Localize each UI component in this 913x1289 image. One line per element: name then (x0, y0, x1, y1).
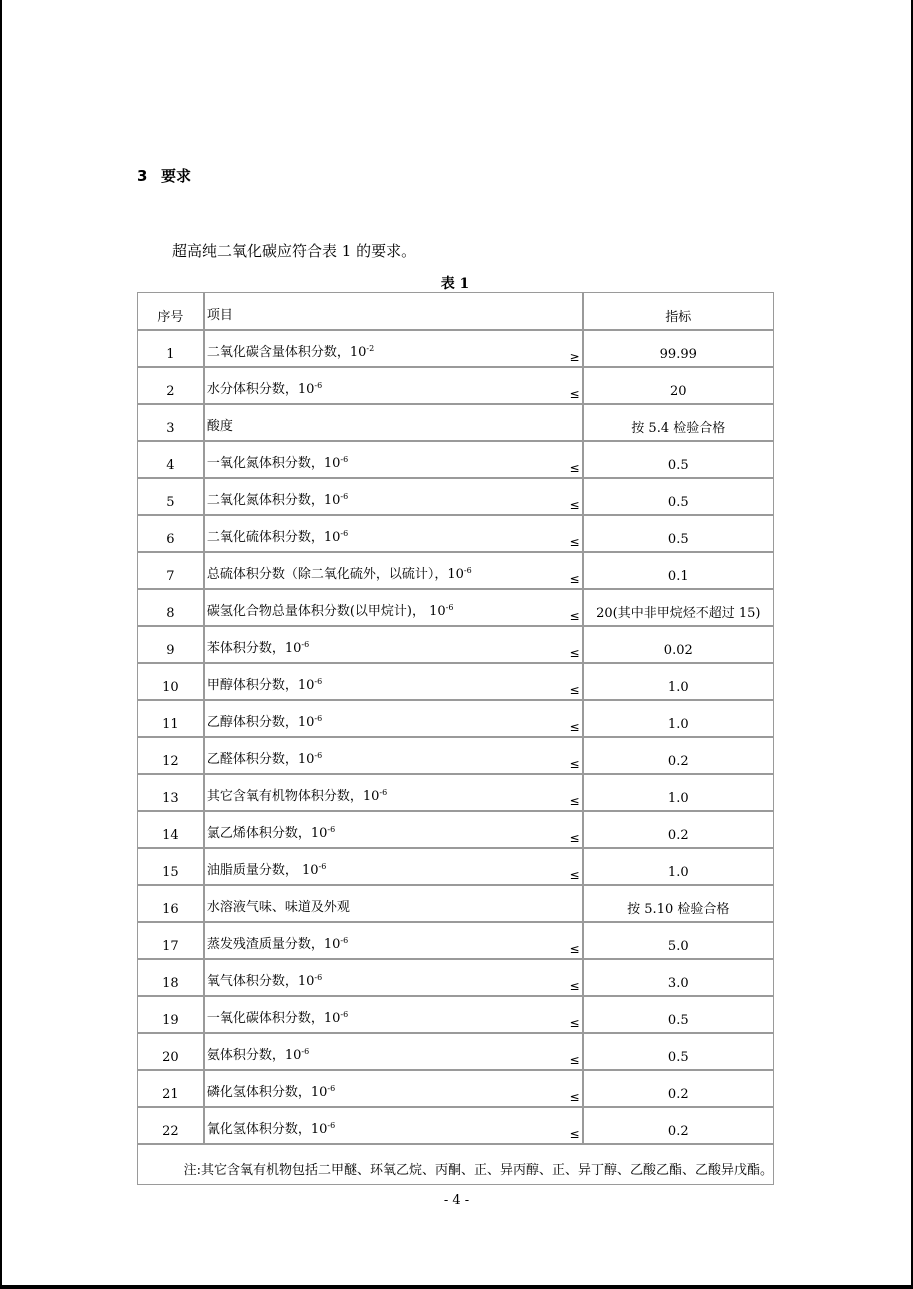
unit-exponent: -6 (340, 492, 349, 501)
row-number: 1 (138, 331, 205, 368)
comparison-symbol: ≤ (569, 794, 580, 808)
unit-exponent: -6 (314, 714, 323, 723)
row-number: 3 (138, 405, 205, 442)
row-number: 22 (138, 1108, 205, 1145)
table-row (138, 1034, 773, 1071)
row-value: 0.02 (584, 627, 773, 664)
item-label: 乙醛体积分数，10 (206, 752, 315, 767)
comparison-symbol: ≤ (569, 461, 580, 475)
unit-exponent: -6 (314, 751, 323, 760)
row-number: 18 (138, 960, 205, 997)
unit-exponent: -6 (314, 973, 323, 982)
row-value: 按 5.4 检验合格 (584, 405, 773, 442)
table-row (138, 405, 773, 442)
row-item (205, 664, 584, 701)
table-row (138, 516, 773, 553)
row-item (205, 886, 584, 923)
row-item (205, 997, 584, 1034)
row-value: 0.2 (584, 1108, 773, 1145)
table-row (138, 479, 773, 516)
table-caption: 表 1 (440, 276, 470, 292)
row-number: 10 (138, 664, 205, 701)
row-item (205, 1108, 584, 1145)
row-item (205, 331, 584, 368)
page-number: - 4 - (443, 1193, 470, 1208)
item-label: 其它含氧有机物体积分数，10 (206, 789, 380, 804)
row-item (205, 553, 584, 590)
row-item (205, 1034, 584, 1071)
item-label: 乙醇体积分数，10 (206, 715, 315, 730)
item-label: 酸度 (206, 419, 233, 434)
row-item (205, 442, 584, 479)
comparison-symbol: ≤ (569, 720, 580, 734)
row-item (205, 405, 584, 442)
item-label: 苯体积分数，10 (206, 641, 302, 656)
comparison-symbol: ≤ (569, 1127, 580, 1141)
comparison-symbol: ≤ (569, 1016, 580, 1030)
item-label: 蒸发残渣质量分数，10 (206, 937, 341, 952)
comparison-symbol: ≥ (569, 350, 580, 364)
table-row (138, 812, 773, 849)
unit-exponent: -6 (314, 677, 323, 686)
unit-exponent: -6 (327, 1121, 336, 1130)
comparison-symbol: ≤ (569, 498, 580, 512)
table-row (138, 368, 773, 405)
table-row (138, 886, 773, 923)
unit-exponent: -6 (314, 381, 323, 390)
comparison-symbol: ≤ (569, 979, 580, 993)
comparison-symbol: ≤ (569, 1090, 580, 1104)
row-value: 20 (584, 368, 773, 405)
row-number: 12 (138, 738, 205, 775)
item-label: 总硫体积分数（除二氧化硫外，以硫计），10 (206, 567, 464, 582)
row-item (205, 923, 584, 960)
row-item (205, 516, 584, 553)
row-number: 9 (138, 627, 205, 664)
row-value: 0.2 (584, 1071, 773, 1108)
unit-exponent: -6 (327, 825, 336, 834)
row-item (205, 775, 584, 812)
table-row (138, 590, 773, 627)
unit-exponent: -6 (463, 566, 472, 575)
row-item (205, 1071, 584, 1108)
unit-exponent: -6 (318, 862, 327, 871)
row-value: 1.0 (584, 664, 773, 701)
row-value: 99.99 (584, 331, 773, 368)
unit-exponent: -6 (340, 1010, 349, 1019)
unit-exponent: -6 (327, 1084, 336, 1093)
row-value: 1.0 (584, 775, 773, 812)
row-value: 0.5 (584, 442, 773, 479)
unit-exponent: -6 (301, 640, 310, 649)
item-label: 一氧化氮体积分数，10 (206, 456, 341, 471)
row-number: 17 (138, 923, 205, 960)
row-number: 8 (138, 590, 205, 627)
row-item (205, 849, 584, 886)
row-value: 5.0 (584, 923, 773, 960)
unit-exponent: -6 (340, 936, 349, 945)
comparison-symbol: ≤ (569, 387, 580, 401)
row-value: 20(其中非甲烷烃不超过 15) (584, 590, 773, 627)
item-label: 二氧化硫体积分数，10 (206, 530, 341, 545)
table-row (138, 1108, 773, 1145)
row-value: 0.5 (584, 1034, 773, 1071)
table-row (138, 775, 773, 812)
table-row (138, 849, 773, 886)
item-label: 氧气体积分数，10 (206, 974, 315, 989)
row-number: 5 (138, 479, 205, 516)
header-no: 序号 (138, 293, 205, 331)
intro-paragraph: 超高纯二氧化碳应符合表 1 的要求。 (172, 242, 417, 260)
item-label: 二氧化氮体积分数，10 (206, 493, 341, 508)
row-number: 20 (138, 1034, 205, 1071)
table-row (138, 701, 773, 738)
row-number: 21 (138, 1071, 205, 1108)
row-number: 14 (138, 812, 205, 849)
row-number: 13 (138, 775, 205, 812)
section-heading (137, 165, 191, 186)
unit-exponent: -6 (340, 529, 349, 538)
comparison-symbol: ≤ (569, 646, 580, 660)
item-label: 碳氢化合物总量体积分数(以甲烷计)， 10 (206, 604, 446, 619)
item-label: 甲醇体积分数，10 (206, 678, 315, 693)
row-value: 0.5 (584, 479, 773, 516)
table-row (138, 923, 773, 960)
row-number: 4 (138, 442, 205, 479)
table-row (138, 553, 773, 590)
item-label: 水分体积分数，10 (206, 382, 315, 397)
row-number: 6 (138, 516, 205, 553)
row-number: 15 (138, 849, 205, 886)
row-item (205, 738, 584, 775)
row-item (205, 701, 584, 738)
item-label: 氰化氢体积分数，10 (206, 1122, 328, 1137)
comparison-symbol: ≤ (569, 831, 580, 845)
table-row (138, 1071, 773, 1108)
row-value: 1.0 (584, 701, 773, 738)
table-row (138, 960, 773, 997)
row-item (205, 960, 584, 997)
item-label: 油脂质量分数， 10 (206, 863, 319, 878)
table-row (138, 627, 773, 664)
row-item (205, 627, 584, 664)
row-number: 11 (138, 701, 205, 738)
row-value: 0.5 (584, 997, 773, 1034)
item-label: 氨体积分数，10 (206, 1048, 302, 1063)
comparison-symbol: ≤ (569, 757, 580, 771)
table-note-row (138, 1145, 773, 1184)
row-value: 0.5 (584, 516, 773, 553)
row-item (205, 479, 584, 516)
row-number: 19 (138, 997, 205, 1034)
table-row (138, 442, 773, 479)
unit-exponent: -6 (340, 455, 349, 464)
section-title: 要求 (161, 167, 192, 185)
section-number: 3 (137, 167, 148, 185)
row-value: 按 5.10 检验合格 (584, 886, 773, 923)
row-number: 2 (138, 368, 205, 405)
requirements-table (137, 292, 774, 1185)
comparison-symbol: ≤ (569, 1053, 580, 1067)
header-item: 项目 (205, 293, 584, 331)
table-row (138, 664, 773, 701)
header-value: 指标 (584, 293, 773, 331)
row-number: 7 (138, 553, 205, 590)
unit-exponent: -6 (301, 1047, 310, 1056)
row-item (205, 590, 584, 627)
item-label: 氯乙烯体积分数，10 (206, 826, 328, 841)
row-item (205, 812, 584, 849)
comparison-symbol: ≤ (569, 535, 580, 549)
row-value: 0.2 (584, 812, 773, 849)
item-label: 二氧化碳含量体积分数，10 (206, 345, 367, 360)
comparison-symbol: ≤ (569, 572, 580, 586)
unit-exponent: -6 (445, 603, 454, 612)
comparison-symbol: ≤ (569, 942, 580, 956)
table-row (138, 331, 773, 368)
table-row (138, 738, 773, 775)
comparison-symbol: ≤ (569, 609, 580, 623)
table-row (138, 997, 773, 1034)
item-label: 磷化氢体积分数，10 (206, 1085, 328, 1100)
table-note: 注:其它含氧有机物包括二甲醚、环氧乙烷、丙酮、正、异丙醇、正、异丁醇、乙酸乙酯、乙酸异戊酯。 (183, 1163, 773, 1178)
unit-exponent: -6 (379, 788, 388, 797)
unit-exponent: -2 (366, 344, 375, 353)
row-number: 16 (138, 886, 205, 923)
row-item (205, 368, 584, 405)
item-label: 一氧化碳体积分数，10 (206, 1011, 341, 1026)
row-value: 0.1 (584, 553, 773, 590)
item-label: 水溶液气味、味道及外观 (206, 900, 350, 915)
row-value: 3.0 (584, 960, 773, 997)
table-header-row (138, 293, 773, 331)
comparison-symbol: ≤ (569, 868, 580, 882)
row-value: 0.2 (584, 738, 773, 775)
row-value: 1.0 (584, 849, 773, 886)
comparison-symbol: ≤ (569, 683, 580, 697)
